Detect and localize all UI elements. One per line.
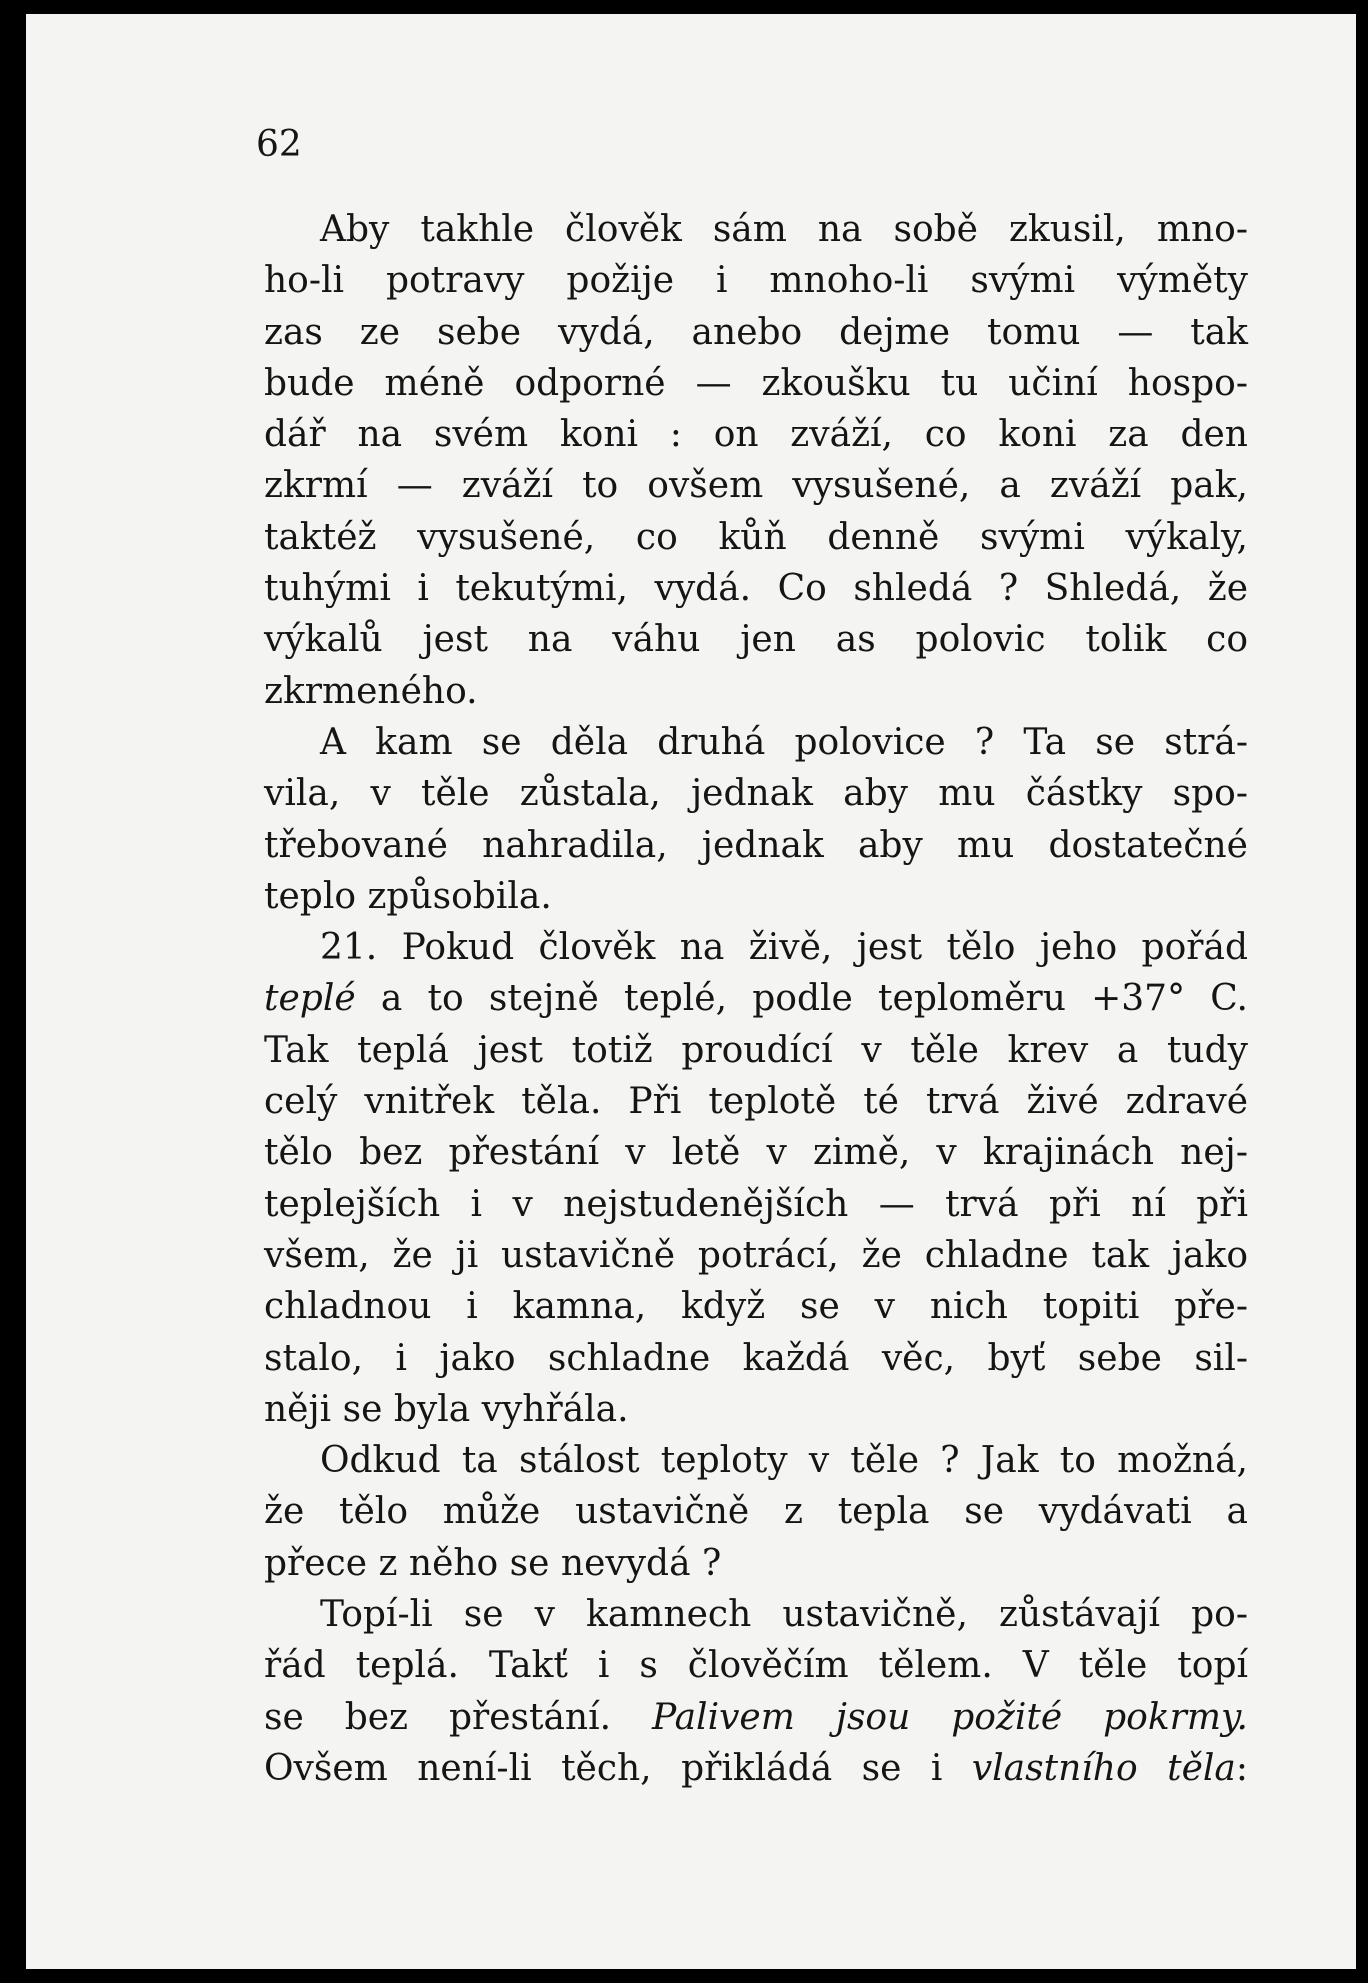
text-line: zkrmí — zváží to ovšem vysušené, a zváží pak, [264,465,1248,507]
text-line: chladnou i kamna, když se v nich topiti pře- [264,1286,1248,1328]
body-text [264,204,1248,1794]
section-21-start: 21. Pokud člověk na živě, jest tělo jeho pořád [320,927,1248,969]
text-line: Aby takhle člověk sám na sobě zkusil, mno- [320,209,1248,250]
text-line: Ovšem není-li těch, přikládá se i vlastního těla: [264,1747,1248,1789]
text-line: všem, že ji ustavičně potrácí, že chladne tak jako [264,1234,1248,1276]
text-line: tuhými i tekutými, vydá. Co shledá ? Shledá, že [264,568,1248,610]
text-line: dář na svém koni : on zváží, co koni za den [264,414,1248,456]
text-line: zkrmeného. [264,670,478,712]
text-line: teplejších i v nejstudenějších — trvá při ní při [264,1183,1248,1225]
text-line: zas ze sebe vydá, anebo dejme tomu — tak [264,311,1248,353]
page-number: 62 [256,124,302,165]
text-line: tělo bez přestání v letě v zimě, v krajinách nej- [264,1132,1248,1174]
text-line: se bez přestání. Palivem jsou požité pokrmy. [264,1696,1248,1738]
text-line: teplé a to stejně teplé, podle teploměru +37° C. [264,978,1248,1020]
text-line: teplo způsobila. [264,875,552,917]
emphasis-text: vlastního těla [971,1747,1236,1789]
text-line: vila, v těle zůstala, jednak aby mu částky spo- [264,773,1248,815]
text-line: A kam se děla druhá polovice ? Ta se strá- [320,721,1248,763]
text-line: třebované nahradila, jednak aby mu dostatečné [264,824,1248,866]
emphasis-text: Palivem jsou požité pokrmy. [651,1696,1248,1738]
book-page [26,14,1356,1969]
text-line: celý vnitřek těla. Při teplotě té trvá živé zdravé [264,1081,1248,1123]
text-line: přece z něho se nevydá ? [264,1542,722,1584]
text-line: výkalů jest na váhu jen as polovic tolik co [264,619,1248,661]
text-line: taktéž vysušené, co kůň denně svými výkaly, [264,516,1248,558]
emphasis-text: teplé [264,978,356,1020]
text-line: Tak teplá jest totiž proudící v těle krev a tudy [264,1029,1248,1071]
text-line: Odkud ta stálost teploty v těle ? Jak to možná, [320,1440,1248,1482]
text-line: něji se byla vyhřála. [264,1388,629,1430]
text-line: stalo, i jako schladne každá věc, byť sebe sil- [264,1337,1248,1379]
text-line: že tělo může ustavičně z tepla se vydávati a [264,1491,1248,1533]
text-line: Topí-li se v kamnech ustavičně, zůstávají po- [320,1594,1248,1636]
text-line: ho-li potravy požije i mnoho-li svými výměty [264,260,1248,302]
text-line: bude méně odporné — zkoušku tu učiní hospo- [264,362,1248,404]
text-line: řád teplá. Takť i s člověčím tělem. V těle topí [264,1645,1248,1687]
